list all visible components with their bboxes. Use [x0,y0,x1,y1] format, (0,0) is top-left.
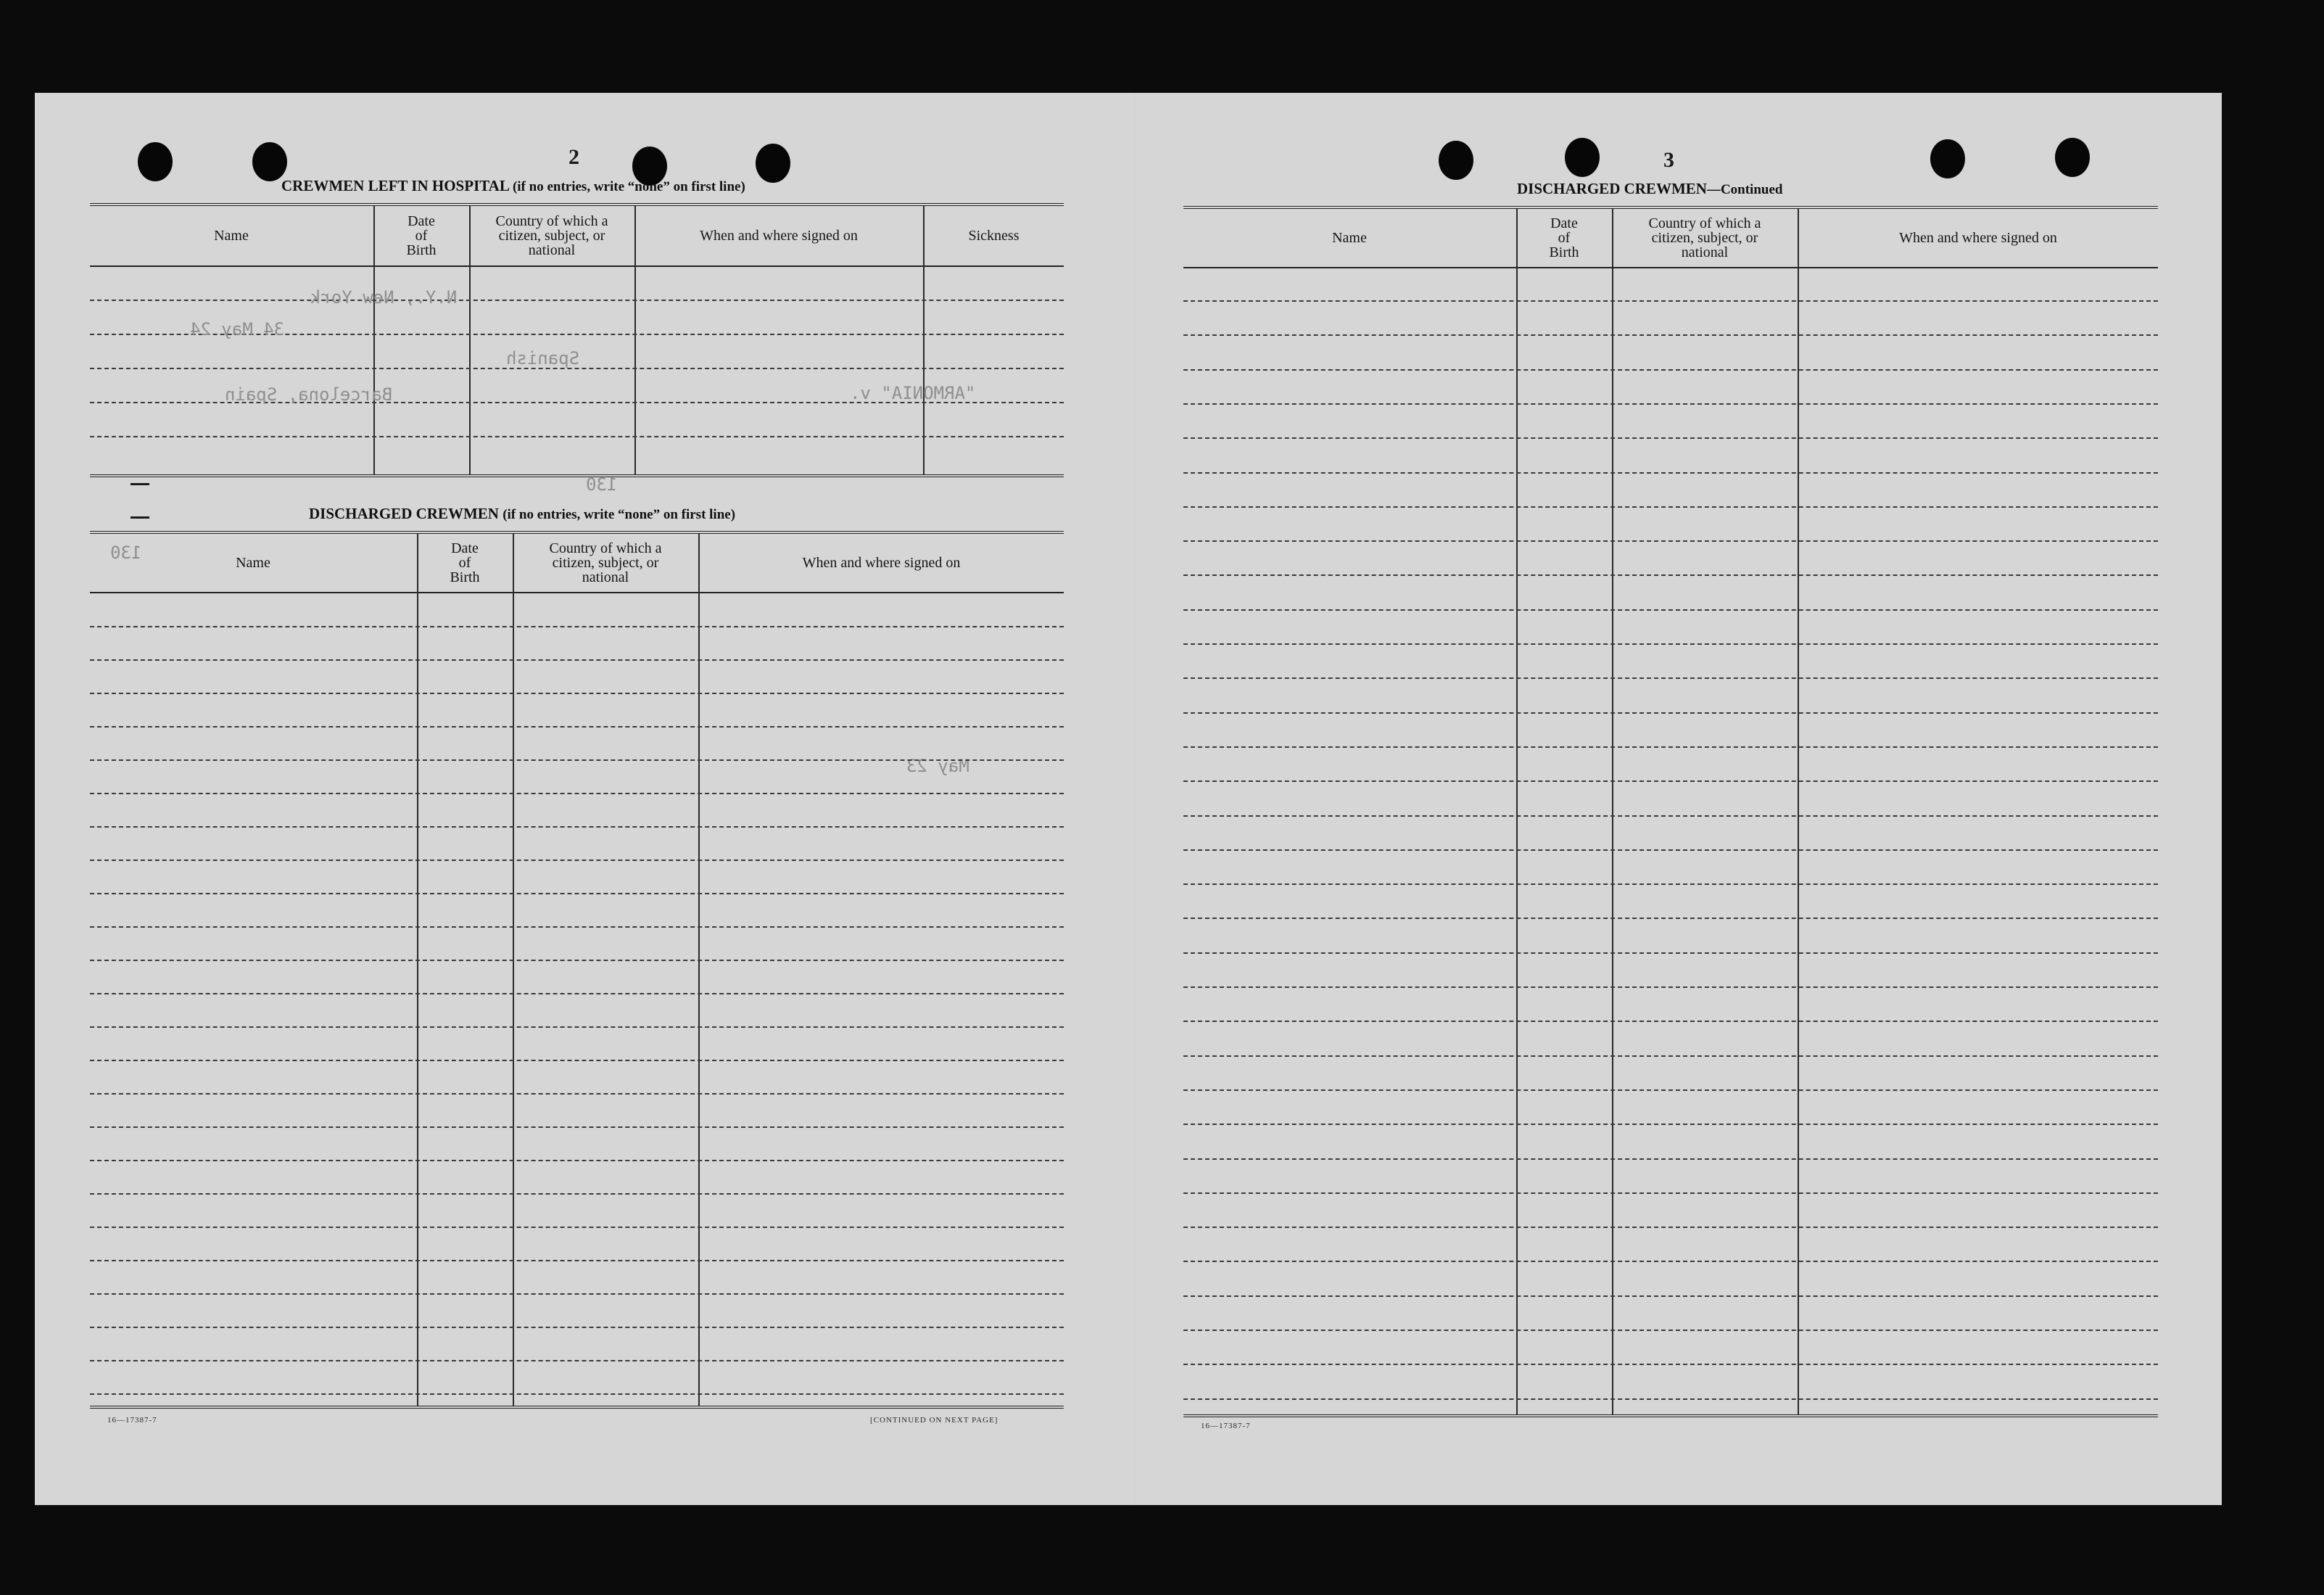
margin-mark [131,516,149,519]
column-divider [923,206,925,474]
section-title-discharged [309,505,735,523]
section-title-discharged-continued [1517,180,1782,198]
col-header-name: Name [214,228,249,244]
col-header-country: Country of which a citizen, subject, or national [495,213,608,258]
entry-line [1183,334,2158,336]
form-number: 16—17387-7 [1201,1422,1251,1430]
col-header-sickness: Sickness [968,228,1020,244]
bleed-through-text: Spanish [506,348,580,368]
entry-line [90,1126,1064,1128]
entry-lines [1183,209,2158,1414]
punch-hole [1930,139,1965,178]
entry-line [90,1360,1064,1361]
section-title-text: DISCHARGED CREWMEN [309,505,499,522]
col-header-country: Country of which a citizen, subject, or national [1648,215,1761,260]
punch-hole [1439,141,1473,180]
entry-line [90,960,1064,961]
col-header-date-of-birth: Date of Birth [450,540,480,585]
entry-line [1183,300,2158,302]
entry-line [90,1060,1064,1061]
col-header-name: Name [1332,230,1367,246]
page-number: 3 [1663,148,1674,172]
entry-line [1183,403,2158,405]
section-title-text: CREWMEN LEFT IN HOSPITAL [281,177,509,194]
section-note: (if no entries, write “none” on first line) [503,507,736,522]
entry-line [1183,1330,2158,1331]
entry-line [90,659,1064,661]
entry-line [90,436,1064,437]
entry-line [90,726,1064,728]
page-number: 2 [568,145,579,169]
col-header-country: Country of which a citizen, subject, or national [549,540,662,585]
section-note: (if no entries, write “none” on first line) [512,179,745,194]
page-fold [1135,93,1137,1505]
bleed-through-text: 130 [110,543,142,563]
entry-line [1183,1124,2158,1125]
entry-line [1183,1364,2158,1365]
margin-mark [131,483,149,485]
col-header-signed-on: When and where signed on [802,555,961,571]
entry-line [1183,677,2158,679]
entry-line [90,300,1064,301]
column-divider [634,206,636,474]
entry-line [90,1393,1064,1395]
entry-line [1183,883,2158,885]
entry-line [90,759,1064,761]
discharged-table [90,531,1064,1409]
entry-line [1183,574,2158,576]
entry-line [90,1193,1064,1195]
entry-line [1183,849,2158,851]
punch-hole [1565,138,1600,177]
punch-hole [138,142,173,181]
entry-line [1183,952,2158,954]
entry-line [1183,1021,2158,1022]
bleed-through-text: 130 [586,474,618,495]
section-title-suffix: —Continued [1706,182,1783,197]
bleed-through-text: N.Y., New York [310,287,458,308]
entry-line [90,693,1064,694]
entry-line [90,893,1064,894]
entry-line [1183,369,2158,371]
entry-line [1183,1295,2158,1297]
entry-line [1183,1192,2158,1194]
entry-line [1183,1089,2158,1091]
entry-line [1183,472,2158,474]
col-header-signed-on: When and where signed on [700,228,858,244]
entry-line [1183,437,2158,439]
entry-line [90,1327,1064,1328]
entry-line [90,793,1064,794]
entry-line [1183,643,2158,645]
bleed-through-text: May 23 [906,756,969,776]
entry-line [90,993,1064,994]
entry-line [1183,1398,2158,1400]
entry-line [1183,746,2158,748]
column-divider [373,206,375,474]
col-header-date-of-birth: Date of Birth [1549,215,1579,260]
hospital-table [90,203,1064,477]
entry-line [1183,986,2158,988]
entry-line [90,860,1064,861]
entry-line [1183,712,2158,714]
entry-line [1183,815,2158,817]
col-header-signed-on: When and where signed on [1899,230,2057,246]
punch-hole [756,144,790,183]
bleed-through-text: 34 May 24 [190,319,285,339]
entry-line [90,1160,1064,1161]
punch-hole [252,142,287,181]
entry-line [90,1227,1064,1228]
continued-note: [CONTINUED ON NEXT PAGE] [870,1416,998,1425]
entry-line [1183,1055,2158,1057]
entry-line [90,626,1064,627]
entry-line [90,1026,1064,1028]
entry-line [1183,780,2158,782]
document-sheet [35,93,2222,1505]
entry-line [1183,609,2158,611]
entry-lines [90,534,1064,1406]
entry-line [1183,918,2158,919]
bleed-through-text: "ARMONIA" v. [850,383,976,403]
entry-line [90,1093,1064,1095]
discharged-continued-table [1183,206,2158,1417]
column-divider [469,206,471,474]
col-header-date-of-birth: Date of Birth [406,213,437,258]
entry-line [1183,540,2158,542]
entry-line [1183,506,2158,508]
entry-line [90,826,1064,828]
bleed-through-text: Barcelona, Spain [225,384,393,405]
form-number: 16—17387-7 [107,1416,157,1425]
punch-hole [2055,138,2090,177]
entry-line [1183,1227,2158,1228]
table-header [90,206,1064,267]
section-title-hospital [281,177,745,195]
col-header-name: Name [236,555,270,571]
entry-line [1183,1158,2158,1160]
section-title-text: DISCHARGED CREWMEN [1517,180,1707,197]
entry-line [90,1293,1064,1295]
entry-line [90,1260,1064,1261]
entry-line [90,926,1064,928]
entry-line [1183,1261,2158,1262]
